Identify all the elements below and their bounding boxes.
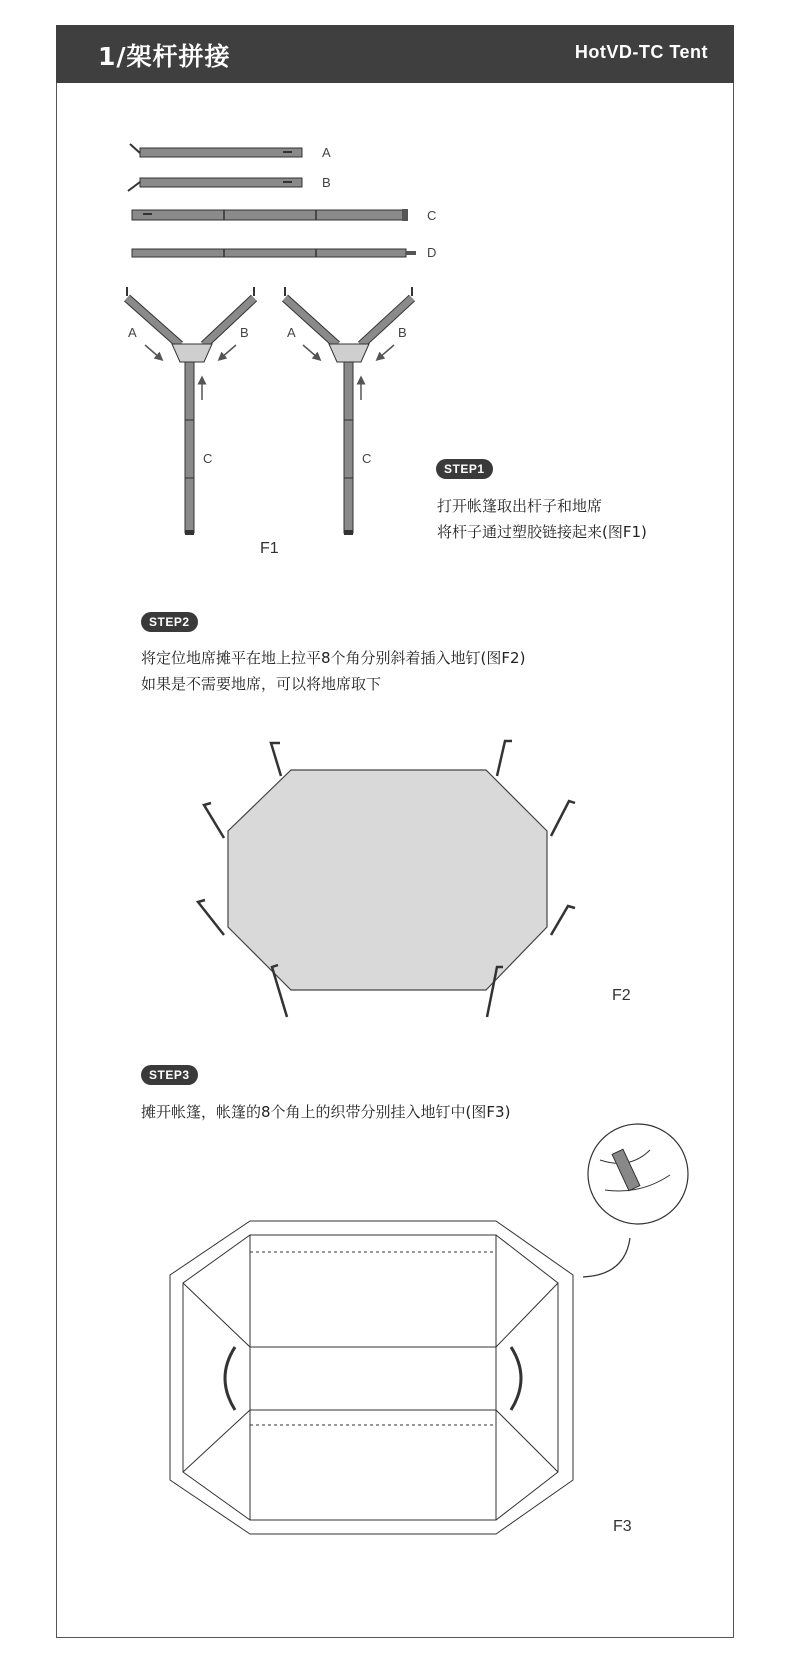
y2-label-c: C	[362, 451, 372, 466]
pole-b-drawing	[128, 178, 302, 191]
step1-line2: 将杆子通过塑胶链接起来(图F1)	[437, 523, 647, 541]
pole-a-drawing	[130, 144, 302, 157]
pole-d-drawing	[132, 249, 416, 257]
y2-label-b: B	[398, 325, 407, 340]
step3-text	[141, 1099, 510, 1125]
y-assembly-2	[285, 287, 412, 535]
y-assembly-1	[127, 287, 254, 535]
step1-line1: 打开帐篷取出杆子和地席	[437, 497, 603, 515]
brand-name: HotVD-TC Tent	[574, 42, 708, 62]
y1-label-b: B	[240, 325, 249, 340]
y2-label-a: A	[287, 325, 296, 340]
step1-badge: STEP1	[436, 459, 493, 479]
y1-label-a: A	[128, 325, 137, 340]
step1-text	[437, 493, 647, 545]
figure-f2-label: F2	[612, 987, 631, 1004]
step3-badge: STEP3	[141, 1065, 198, 1085]
pole-a-label: A	[322, 145, 331, 160]
pole-b-label: B	[322, 175, 331, 190]
figure-f3-label: F3	[613, 1518, 632, 1535]
ground-mat-drawing	[198, 741, 575, 1017]
pole-d-label: D	[427, 245, 437, 260]
y1-label-c: C	[203, 451, 213, 466]
step3-line1: 摊开帐篷，帐篷的8个角上的织带分别挂入地钉中(图F3)	[141, 1103, 511, 1121]
page-title: 1/架杆拼接	[98, 42, 231, 71]
step2-line2: 如果是不需要地席，可以将地席取下	[141, 675, 382, 693]
step2-text	[141, 645, 525, 697]
figure-f1-label: F1	[260, 540, 279, 557]
pole-c-drawing	[132, 209, 408, 221]
tent-top-view-drawing	[170, 1124, 688, 1534]
step2-badge: STEP2	[141, 612, 198, 632]
pole-c-label: C	[427, 208, 437, 223]
step2-line1: 将定位地席摊平在地上拉平8个角分别斜着插入地钉(图F2)	[141, 649, 526, 667]
